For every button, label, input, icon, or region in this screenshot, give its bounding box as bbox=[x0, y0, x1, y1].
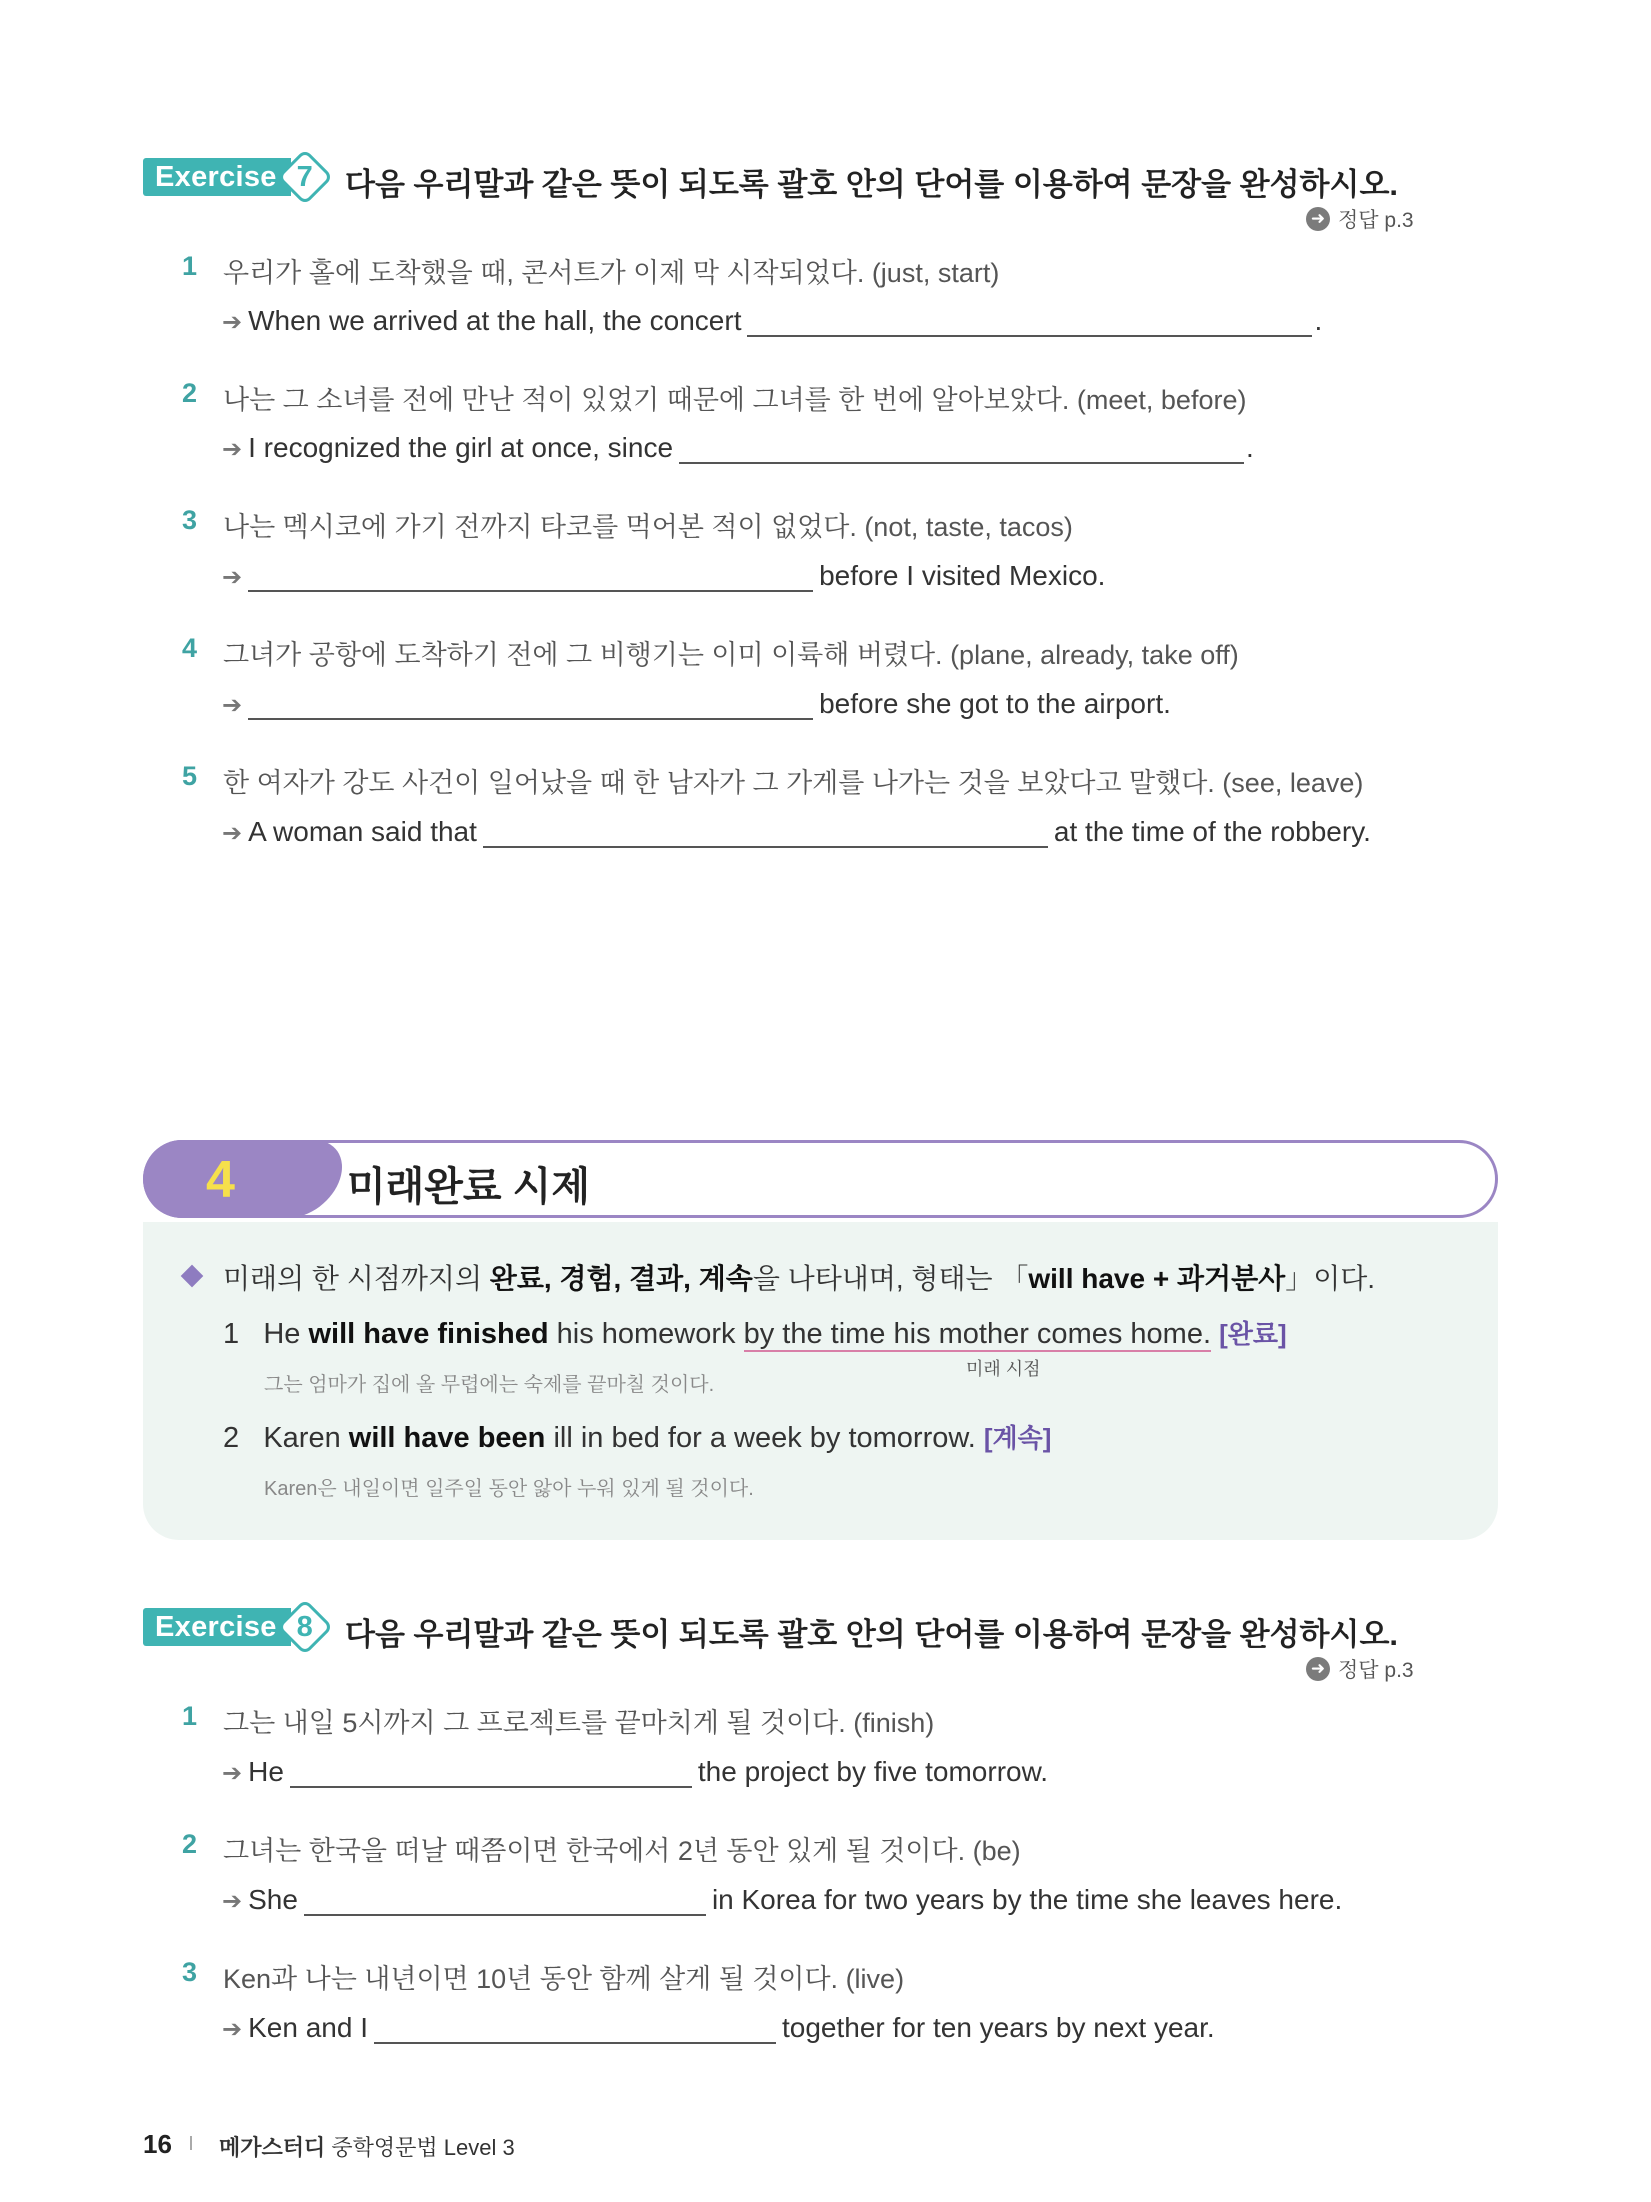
answer-before: When we arrived at the hall, the concert bbox=[248, 305, 742, 336]
example-text: ill in bed for a week by tomorrow. bbox=[545, 1422, 976, 1454]
answer-after: in Korea for two years by the time she leaves here. bbox=[711, 1884, 1343, 1915]
example-text: Karen bbox=[263, 1422, 349, 1454]
answer-line bbox=[222, 2012, 1215, 2044]
arrow-right-circle-icon: ➜ bbox=[1306, 1657, 1330, 1681]
exercise-7-answer-ref bbox=[1306, 204, 1414, 234]
question-number: 3 bbox=[182, 505, 198, 535]
question-korean: 한 여자가 강도 사건이 일어났을 때 한 남자가 그 가게를 나가는 것을 보았다고 말했다. (see, leave) bbox=[223, 768, 1364, 798]
arrow-icon: ➔ bbox=[222, 1760, 243, 1787]
answer-after: before she got to the airport. bbox=[819, 688, 1171, 719]
answer-blank[interactable] bbox=[679, 432, 1244, 464]
book-title bbox=[219, 2131, 515, 2162]
exercise-8-badge bbox=[143, 1608, 325, 1646]
book-title-rest: 중학영문법 Level 3 bbox=[325, 2135, 515, 2160]
example-tag: [완료] bbox=[1219, 1319, 1287, 1349]
answer-line bbox=[222, 816, 1371, 848]
example-1 bbox=[223, 1314, 1287, 1351]
example-translation: 그는 엄마가 집에 올 무렵에는 숙제를 끝마칠 것이다. bbox=[264, 1374, 715, 1396]
answer-line bbox=[222, 688, 1171, 720]
question-number: 3 bbox=[182, 1957, 198, 1987]
example-2 bbox=[223, 1418, 1051, 1455]
rule-bold: 완료, 경험, 결과, 계속 bbox=[489, 1263, 753, 1294]
answer-blank[interactable] bbox=[483, 816, 1048, 848]
answer-before: A woman said that bbox=[248, 816, 477, 847]
answer-blank[interactable] bbox=[290, 1756, 692, 1788]
grammar-rule bbox=[223, 1257, 1375, 1297]
arrow-icon: ➔ bbox=[222, 1888, 243, 1915]
answer-line bbox=[222, 560, 1105, 592]
question-korean: 우리가 홀에 도착했을 때, 콘서트가 이제 막 시작되었다. (just, start) bbox=[223, 258, 1000, 288]
book-title-bold: 메가스터디 bbox=[219, 2135, 326, 2160]
example-tag: [계속] bbox=[983, 1423, 1052, 1453]
exercise-label: Exercise bbox=[143, 158, 291, 196]
answer-after: together for ten years by next year. bbox=[781, 2012, 1215, 2043]
question-korean: 그녀는 한국을 떠날 때쯤이면 한국에서 2년 동안 있게 될 것이다. (be) bbox=[223, 1836, 1021, 1866]
answer-before: I recognized the girl at once, since bbox=[248, 432, 674, 463]
answer-before: Ken and I bbox=[248, 2012, 368, 2043]
answer-blank[interactable] bbox=[747, 305, 1312, 337]
exercise-label: Exercise bbox=[143, 1608, 291, 1646]
example-number: 1 bbox=[223, 1318, 240, 1350]
answer-blank[interactable] bbox=[304, 1884, 706, 1916]
example-number: 2 bbox=[223, 1422, 240, 1454]
section-number: 4 bbox=[206, 1151, 235, 1209]
example-bold: will have been bbox=[348, 1422, 546, 1454]
answer-line bbox=[222, 305, 1322, 337]
arrow-icon: ➔ bbox=[222, 564, 243, 591]
answer-blank[interactable] bbox=[374, 2012, 776, 2044]
question-number: 2 bbox=[182, 1829, 198, 1859]
example-bold: will have finished bbox=[308, 1318, 549, 1350]
example-text: his homework bbox=[548, 1318, 744, 1350]
exercise-number: 7 bbox=[296, 160, 313, 193]
section-title: 미래완료 시제 bbox=[347, 1165, 590, 1209]
arrow-icon: ➔ bbox=[222, 436, 243, 463]
question-number: 4 bbox=[182, 633, 198, 663]
rule-prefix: 미래의 한 시점까지의 bbox=[223, 1263, 490, 1294]
answer-ref-text: 정답 p.3 bbox=[1338, 1659, 1414, 1682]
page-number: 16 bbox=[143, 2129, 172, 2159]
exercise-8-instruction: 다음 우리말과 같은 뜻이 되도록 괄호 안의 단어를 이용하여 문장을 완성하시오. bbox=[345, 1617, 1399, 1652]
footer-divider bbox=[190, 2136, 192, 2150]
question-number: 2 bbox=[182, 378, 198, 408]
arrow-icon: ➔ bbox=[222, 820, 243, 847]
arrow-right-circle-icon: ➜ bbox=[1306, 207, 1330, 231]
example-translation: Karen은 내일이면 일주일 동안 앓아 누워 있게 될 것이다. bbox=[264, 1478, 754, 1500]
answer-after: . bbox=[1246, 432, 1254, 463]
question-number: 1 bbox=[182, 1701, 198, 1731]
future-point-note: 미래 시점 bbox=[966, 1359, 1041, 1379]
arrow-icon: ➔ bbox=[222, 692, 243, 719]
exercise-7-instruction: 다음 우리말과 같은 뜻이 되도록 괄호 안의 단어를 이용하여 문장을 완성하시오. bbox=[345, 167, 1399, 202]
answer-blank[interactable] bbox=[248, 560, 813, 592]
answer-after: at the time of the robbery. bbox=[1053, 816, 1371, 847]
answer-before: He bbox=[248, 1756, 284, 1787]
arrow-icon: ➔ bbox=[222, 2016, 243, 2043]
example-underlined: by the time his mother comes home. bbox=[743, 1318, 1212, 1350]
rule-suffix: 」이다. bbox=[1285, 1263, 1376, 1294]
question-number: 1 bbox=[182, 251, 198, 281]
exercise-number: 8 bbox=[296, 1610, 313, 1643]
answer-line bbox=[222, 432, 1254, 464]
answer-after: . bbox=[1314, 305, 1323, 336]
answer-line bbox=[222, 1884, 1342, 1916]
answer-ref-text: 정답 p.3 bbox=[1338, 209, 1414, 232]
question-korean: 나는 멕시코에 가기 전까지 타코를 먹어본 적이 없었다. (not, taste, tacos) bbox=[223, 512, 1073, 542]
exercise-8-answer-ref bbox=[1306, 1654, 1414, 1684]
answer-after: before I visited Mexico. bbox=[819, 560, 1106, 591]
answer-before: She bbox=[248, 1884, 298, 1915]
answer-line bbox=[222, 1756, 1048, 1788]
rule-mid: 을 나타내며, 형태는 「 bbox=[752, 1263, 1029, 1294]
rule-form: will have + 과거분사 bbox=[1028, 1263, 1286, 1294]
question-korean: 그는 내일 5시까지 그 프로젝트를 끝마치게 될 것이다. (finish) bbox=[223, 1708, 935, 1738]
question-korean: 나는 그 소녀를 전에 만난 적이 있었기 때문에 그녀를 한 번에 알아보았다. (meet, before) bbox=[223, 385, 1247, 415]
question-number: 5 bbox=[182, 761, 198, 791]
example-text: He bbox=[263, 1318, 309, 1350]
question-korean: 그녀가 공항에 도착하기 전에 그 비행기는 이미 이륙해 버렸다. (plane, already, take off) bbox=[223, 640, 1239, 670]
question-korean: Ken과 나는 내년이면 10년 동안 함께 살게 될 것이다. (live) bbox=[223, 1964, 905, 1994]
answer-blank[interactable] bbox=[248, 688, 813, 720]
arrow-icon: ➔ bbox=[222, 309, 243, 336]
answer-after: the project by five tomorrow. bbox=[697, 1756, 1049, 1787]
exercise-7-badge bbox=[143, 158, 325, 196]
